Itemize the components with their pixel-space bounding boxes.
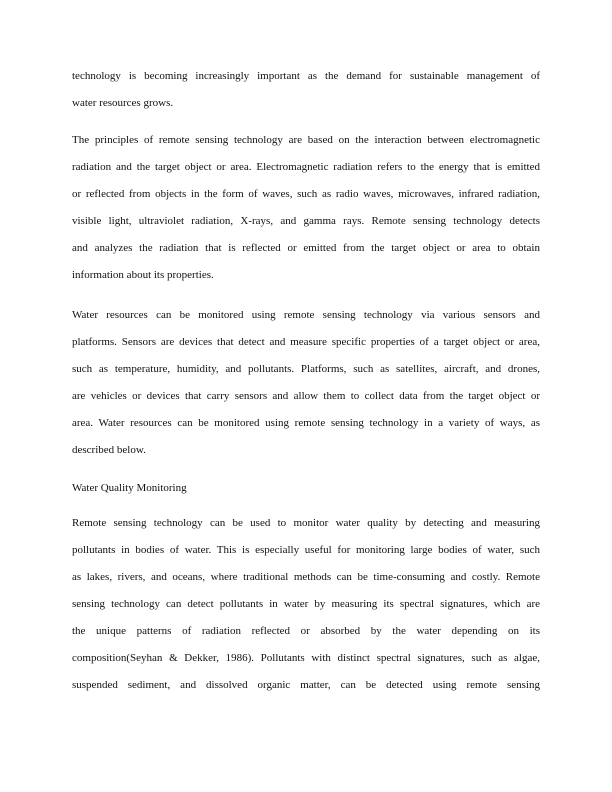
text-line: such as temperature, humidity, and pollutants. Platforms, such as satellites, aircraft, and drones,	[72, 363, 540, 375]
section-heading	[72, 475, 540, 502]
text-line: suspended sediment, and dissolved organic matter, can be detected using remote sensing	[72, 679, 540, 691]
text-line: as lakes, rivers, and oceans, where traditional methods can be time-consuming and costly. Remote	[72, 571, 540, 583]
text-line: sensing technology can detect pollutants in water by measuring its spectral signatures, which are	[72, 598, 540, 610]
text-line: radiation and the target object or area. Electromagnetic radiation refers to the energy that is emitted	[72, 161, 540, 173]
text-line: pollutants in bodies of water. This is especially useful for monitoring large bodies of water, such	[72, 544, 540, 556]
paragraph-sensors-platforms	[72, 302, 540, 464]
text-line: Water resources can be monitored using remote sensing technology via various sensors and	[72, 309, 540, 321]
paragraph-principles	[72, 127, 540, 289]
text-line: technology is becoming increasingly important as the demand for sustainable management of	[72, 70, 540, 82]
text-line: information about its properties.	[72, 269, 214, 281]
text-line: are vehicles or devices that carry sensors and allow them to collect data from the target object or	[72, 390, 540, 402]
text-line: water resources grows.	[72, 97, 174, 109]
text-line: and analyzes the radiation that is reflected or emitted from the target object or area to obtain	[72, 242, 540, 254]
paragraph-intro-continuation	[72, 63, 540, 117]
text-line: the unique patterns of radiation reflected or absorbed by the water depending on its	[72, 625, 540, 637]
text-line: or reflected from objects in the form of waves, such as radio waves, microwaves, infrared radiation,	[72, 188, 540, 200]
text-line: area. Water resources can be monitored using remote sensing technology in a variety of ways, as	[72, 417, 540, 429]
text-line: platforms. Sensors are devices that detect and measure specific properties of a target object or area,	[72, 336, 540, 348]
text-line: Remote sensing technology can be used to monitor water quality by detecting and measuring	[72, 517, 540, 529]
paragraph-water-quality	[72, 510, 540, 699]
text-line: The principles of remote sensing technology are based on the interaction between electromagnetic	[72, 134, 540, 146]
text-line: composition(Seyhan & Dekker, 1986). Pollutants with distinct spectral signatures, such as algae,	[72, 652, 540, 664]
text-line: described below.	[72, 444, 146, 456]
heading-water-quality-monitoring: Water Quality Monitoring	[72, 482, 187, 494]
text-line: visible light, ultraviolet radiation, X-rays, and gamma rays. Remote sensing technology detects	[72, 215, 540, 227]
